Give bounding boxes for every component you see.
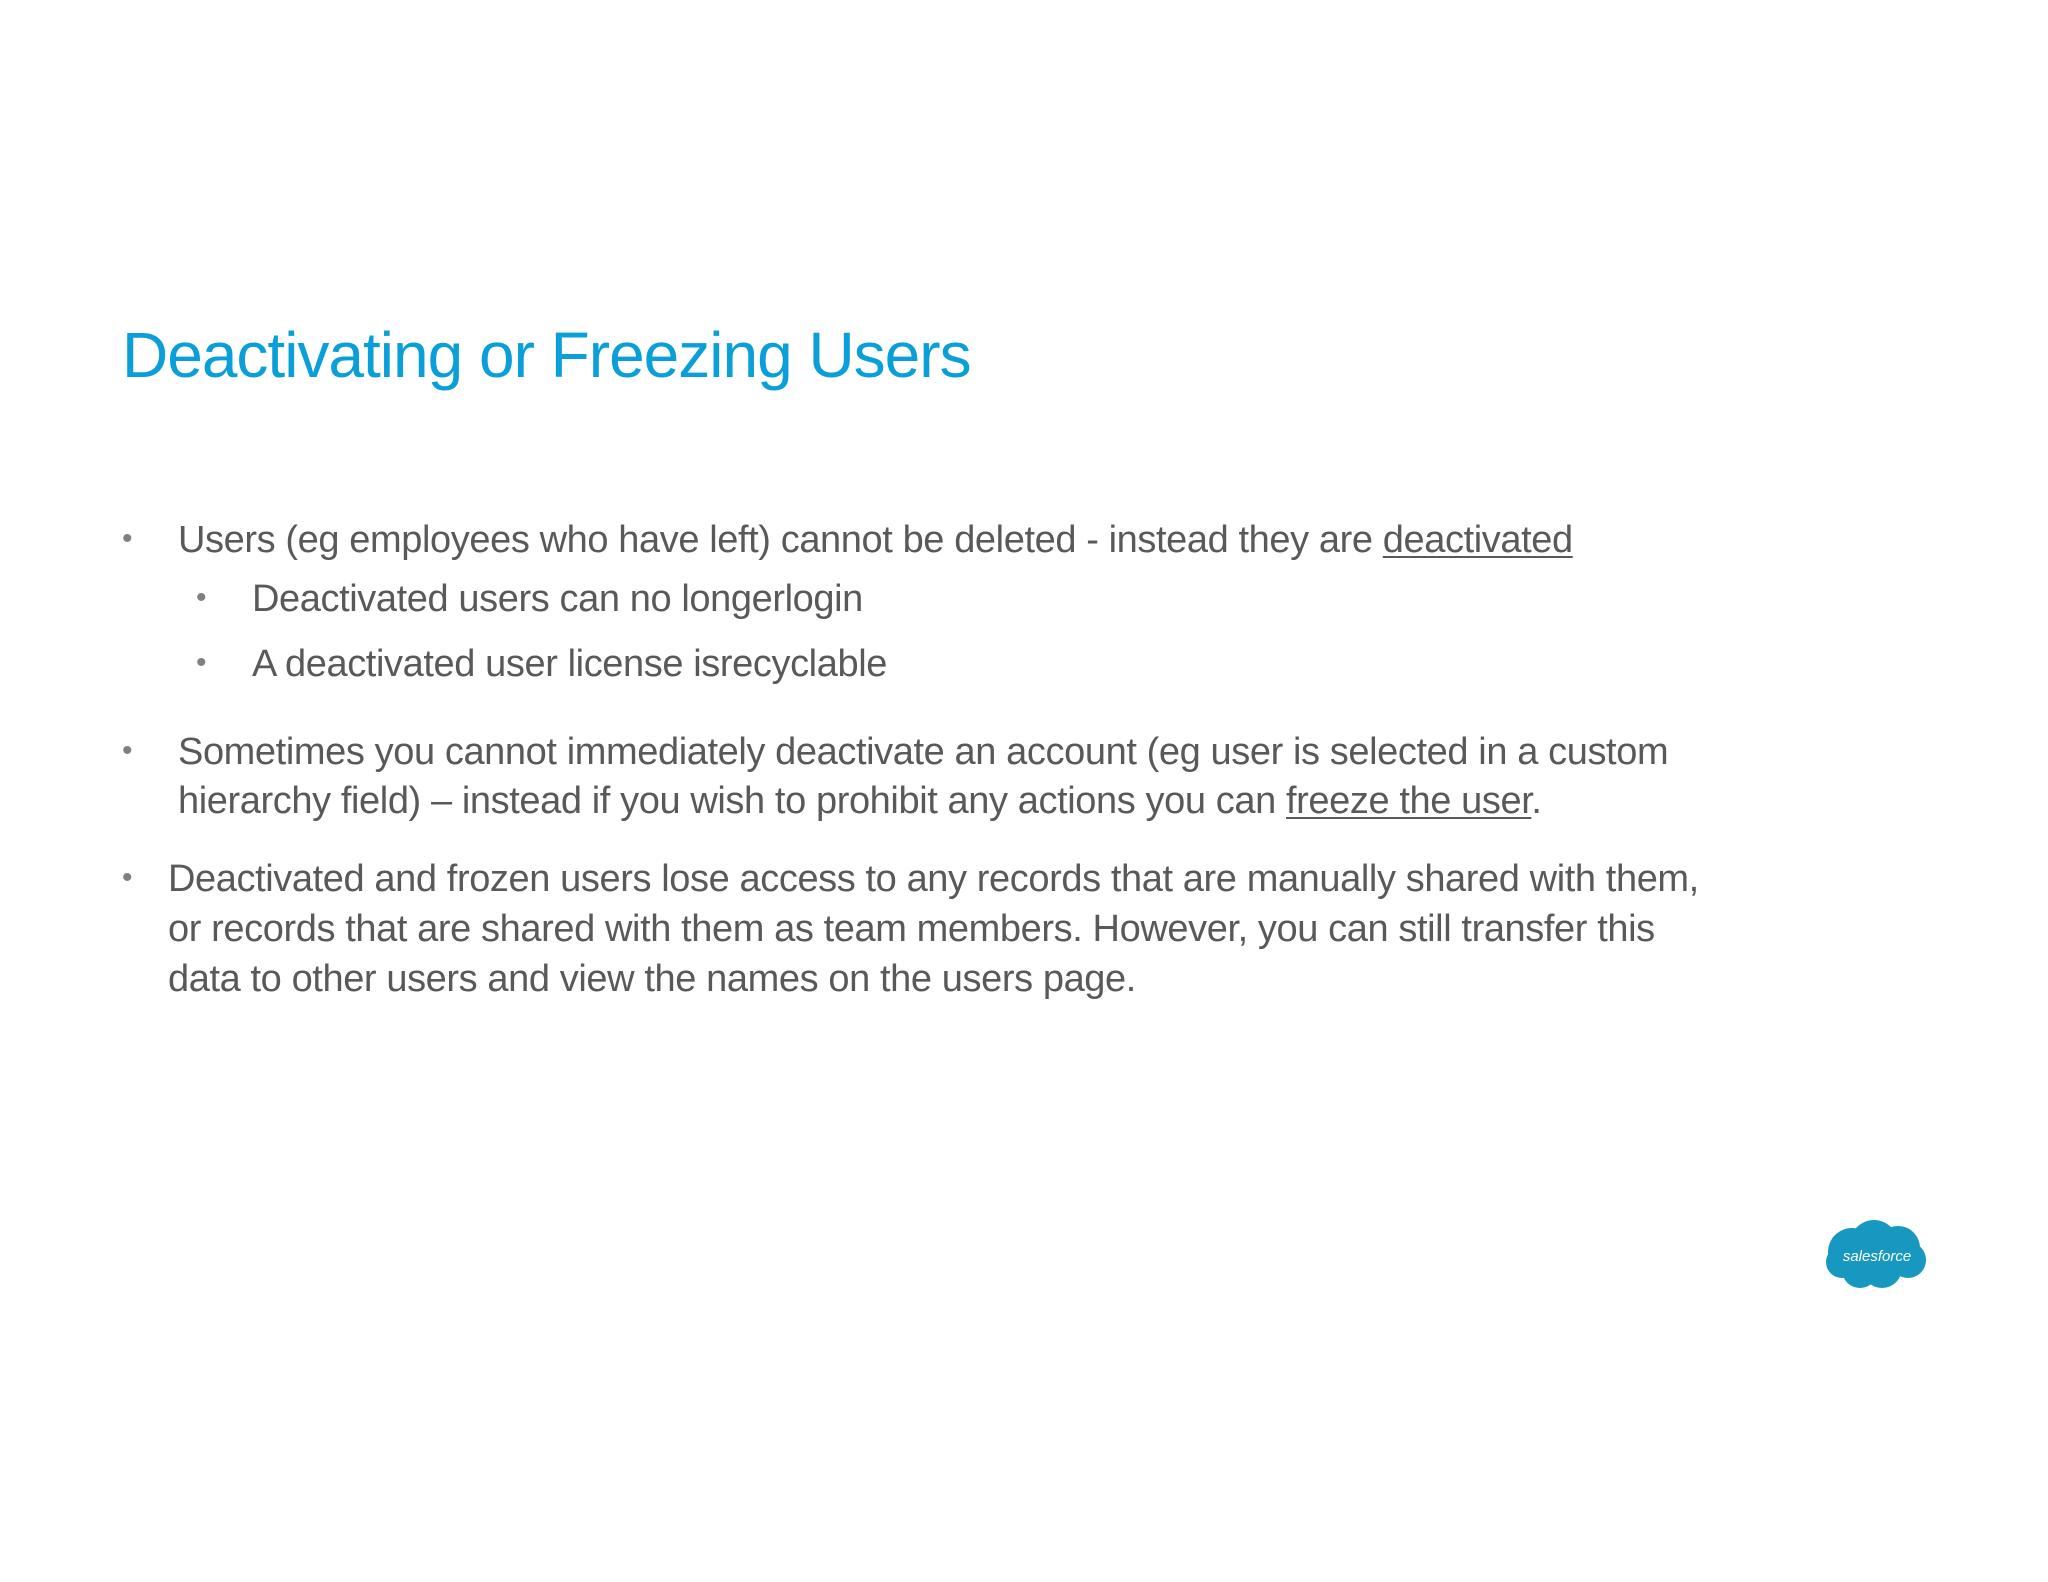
bullet-marker: • (196, 646, 207, 679)
bullet-3-line-1: Deactivated and frozen users lose access to any records that are manually shared with them, (168, 858, 1699, 900)
bullet-1-text (178, 515, 1573, 565)
slide-title: Deactivating or Freezing Users (122, 319, 971, 391)
bullet-3-line-2: or records that are shared with them as team members. However, you can still transfer this (168, 908, 1655, 950)
bullet-marker: • (122, 861, 133, 894)
bullet-2-period: . (1531, 780, 1542, 822)
bullet-marker: • (122, 734, 133, 767)
bullet-1-body: Users (eg employees who have left) cannot be deleted - instead they are (178, 519, 1383, 561)
freeze-user-link[interactable]: freeze the user (1285, 780, 1532, 822)
bullet-2-line-1: Sometimes you cannot immediately deactivate an account (eg user is selected in a custom (178, 731, 1669, 773)
bullet-marker: • (196, 581, 207, 614)
bullet-3-line-3: data to other users and view the names on the users page. (168, 958, 1136, 1000)
bullet-marker: • (122, 522, 133, 555)
salesforce-logo-icon (1824, 1218, 1930, 1294)
salesforce-logo-text: salesforce (1842, 1248, 1912, 1265)
deactivated-link[interactable]: deactivated (1382, 519, 1573, 561)
bullet-1-sub-2: A deactivated user license isrecyclable (252, 643, 887, 685)
bullet-2-line-2 (178, 776, 1542, 826)
bullet-1-sub-1: Deactivated users can no longerlogin (252, 578, 863, 620)
bullet-2-body: hierarchy field) – instead if you wish to prohibit any actions you can (178, 780, 1286, 822)
